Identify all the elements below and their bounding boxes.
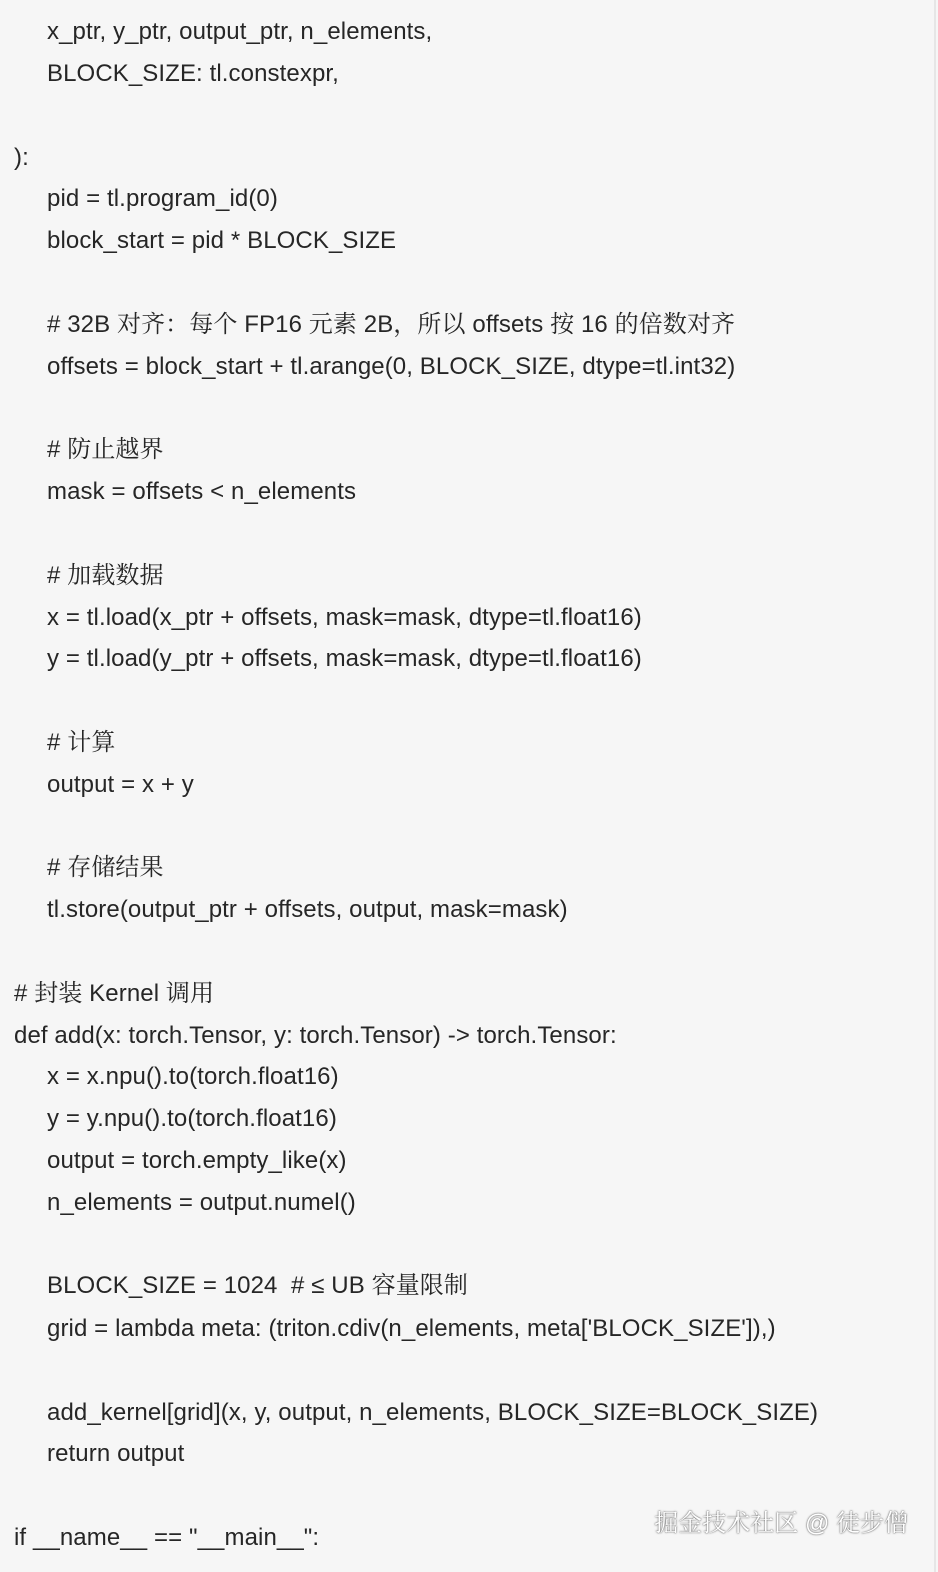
- code-line: y = tl.load(y_ptr + offsets, mask=mask, dtype=tl.float16): [47, 645, 642, 672]
- watermark: 掘金技术社区 @ 徒步僧: [654, 1510, 908, 1537]
- code-line: block_start = pid * BLOCK_SIZE: [47, 227, 397, 254]
- code-comment: # 封装 Kernel 调用: [14, 980, 215, 1007]
- code-comment: # 32B 对齐：每个 FP16 元素 2B，所以 offsets 按 16 的倍数对齐: [47, 311, 736, 338]
- code-line: offsets = block_start + tl.arange(0, BLOCK_SIZE, dtype=tl.int32): [47, 353, 736, 380]
- code-line: if __name__ == "__main__":: [14, 1524, 320, 1551]
- code-comment: # 加载数据: [47, 562, 164, 589]
- code-line: add_kernel[grid](x, y, output, n_elements, BLOCK_SIZE=BLOCK_SIZE): [47, 1399, 819, 1426]
- code-line: mask = offsets < n_elements: [47, 478, 357, 505]
- code-line: grid = lambda meta: (triton.cdiv(n_elements, meta['BLOCK_SIZE']),): [47, 1315, 776, 1342]
- code-line: return output: [47, 1440, 185, 1467]
- code-line: output = x + y: [47, 771, 194, 798]
- code-line: x_ptr, y_ptr, output_ptr, n_elements,: [47, 18, 433, 45]
- code-line: pid = tl.program_id(0): [47, 185, 278, 212]
- code-line: x = x.npu().to(torch.float16): [47, 1063, 339, 1090]
- code-line: def add(x: torch.Tensor, y: torch.Tensor) -> torch.Tensor:: [14, 1022, 617, 1049]
- code-line: BLOCK_SIZE = 1024 # ≤ UB 容量限制: [47, 1272, 468, 1299]
- code-line: output = torch.empty_like(x): [47, 1147, 347, 1174]
- code-comment: # 计算: [47, 729, 116, 756]
- code-comment: # 存储结果: [47, 854, 164, 881]
- code-line: n_elements = output.numel(): [47, 1189, 356, 1216]
- code-line: BLOCK_SIZE: tl.constexpr,: [47, 60, 339, 87]
- code-comment: # 防止越界: [47, 436, 164, 463]
- code-line: tl.store(output_ptr + offsets, output, mask=mask): [47, 896, 568, 923]
- code-line: y = y.npu().to(torch.float16): [47, 1105, 337, 1132]
- code-line: x = tl.load(x_ptr + offsets, mask=mask, dtype=tl.float16): [47, 604, 642, 631]
- code-line: ):: [14, 144, 29, 171]
